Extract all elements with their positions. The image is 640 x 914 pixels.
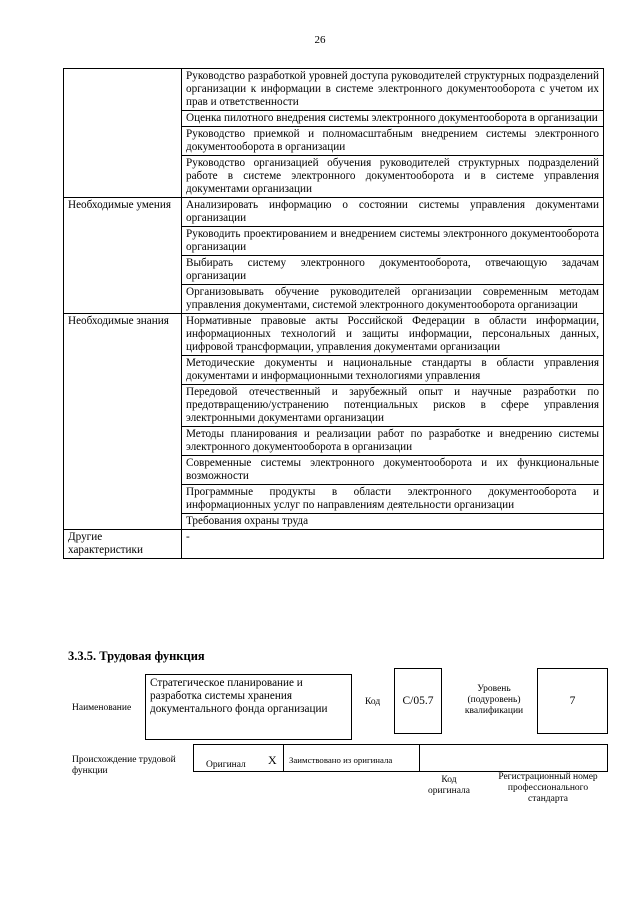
row-category: Необходимые знания xyxy=(64,314,182,530)
code-value: С/05.7 xyxy=(402,695,434,707)
origin-label: Происхождение трудовой функции xyxy=(72,755,176,776)
reg-num-label: Регистрационный номер профессионального стандарта xyxy=(498,772,598,804)
row-item: Программные продукты в области электронного документооборота и информационных услуг по направлениям деятельности организации xyxy=(182,485,604,514)
row-item: Современные системы электронного документооборота и их функциональные возможности xyxy=(182,456,604,485)
original-mark: X xyxy=(268,753,277,767)
orig-code-label: Код оригинала xyxy=(428,775,470,796)
table-row xyxy=(64,314,604,356)
name-label: Наименование xyxy=(72,703,132,713)
row-item: Организовывать обучение руководителей организации современным методам управления документами, системой электронного документооборота организации xyxy=(182,285,604,314)
code-box xyxy=(394,668,442,734)
row-item: Руководить проектированием и внедрением системы электронного документооборота организации xyxy=(182,227,604,256)
row-item: Руководство разработкой уровней доступа руководителей структурных подразделений организации к информации в системе электронного документооборота с учетом их прав и ответственности xyxy=(182,69,604,111)
table-row xyxy=(64,530,604,559)
function-name-box xyxy=(145,674,352,740)
requirements-table xyxy=(63,68,604,559)
row-item: - xyxy=(182,530,604,559)
original-label: Оригинал xyxy=(206,760,246,770)
row-item: Анализировать информацию о состоянии системы управления документами организации xyxy=(182,198,604,227)
table-row xyxy=(64,198,604,227)
row-item: Выбирать систему электронного документооборота, отвечающую задачам организации xyxy=(182,256,604,285)
row-item: Оценка пилотного внедрения системы электронного документооборота в организации xyxy=(182,111,604,127)
row-category xyxy=(64,69,182,198)
row-item: Требования охраны труда xyxy=(182,514,604,530)
table-row xyxy=(64,69,604,111)
row-item: Руководство организацией обучения руководителей структурных подразделений работе в системе электронного документооборота и в системе управления документами организации xyxy=(182,156,604,198)
section-title: 3.3.5. Трудовая функция xyxy=(68,649,205,663)
row-item: Передовой отечественный и зарубежный опыт и научные разработки по предотвращению/устранению потенциальных рисков в сфере управления электронными документами организации xyxy=(182,385,604,427)
row-item: Нормативные правовые акты Российской Федерации в области информации, информационных технологий и защиты информации, персональных данных, цифровой трансформации, управления документами организации xyxy=(182,314,604,356)
level-label: Уровень (подуровень) квалификации xyxy=(464,684,524,716)
function-name: Стратегическое планирование и разработка системы хранения документального фонда организации xyxy=(150,677,328,715)
row-item: Методы планирования и реализации работ по разработке и внедрению системы электронного документооборота в организации xyxy=(182,427,604,456)
level-box xyxy=(537,668,608,734)
code-label: Код xyxy=(365,697,381,707)
row-item: Руководство приемкой и полномасштабным внедрением системы электронного документооборота в организации xyxy=(182,127,604,156)
divider xyxy=(419,744,420,772)
row-category: Необходимые умения xyxy=(64,198,182,314)
page-number: 26 xyxy=(314,34,326,46)
borrowed-label: Заимствовано из оригинала xyxy=(289,755,393,765)
row-category: Другие характеристики xyxy=(64,530,182,559)
row-item: Методические документы и национальные стандарты в области управления документами и информационными технологиями управления xyxy=(182,356,604,385)
level-value: 7 xyxy=(569,695,576,707)
